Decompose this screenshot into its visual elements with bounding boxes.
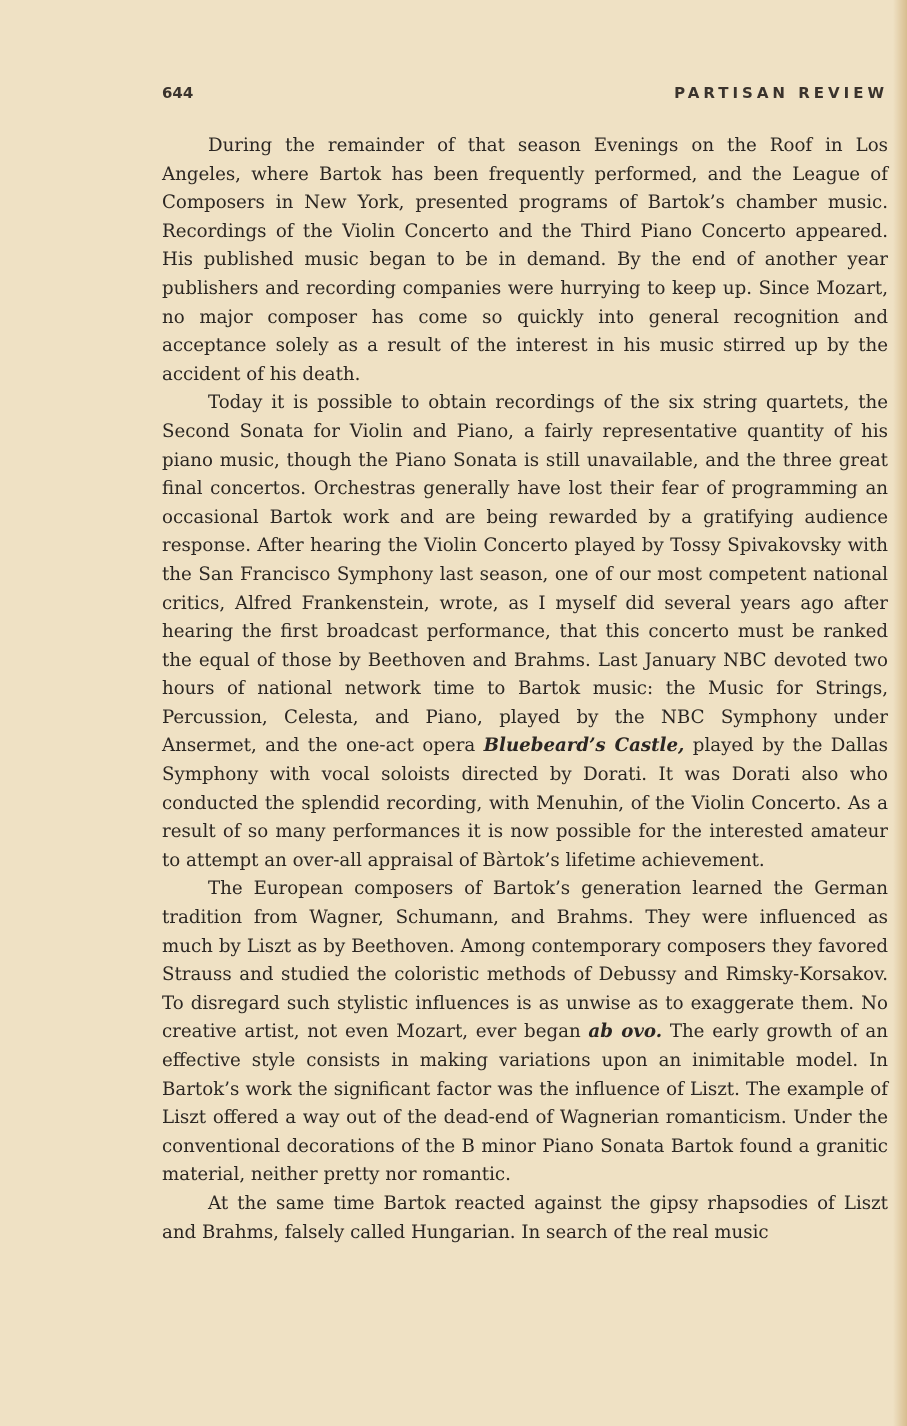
book-page [162, 84, 888, 1247]
paragraph-2-text-a: Today it is possible to obtain recordings of the six string quartets, the Second Sonata for Violin and Piano, a fairly representative quantity of his piano music, though the Piano Sonata is still unavailable, and the three great final concertos. Orchestras generally have lost their fear of programming an occasional Bartok work and are being rewarded by a gratifying audience response. After hearing the Violin Concerto played by Tossy Spivakovsky with the San Francisco Symphony last season, one of our most competent national critics, Alfred Frankenstein, wrote, as I myself did several years ago after hearing the first broadcast performance, that this concerto must be ranked the equal of those by Beethoven and Brahms. Last January NBC devoted two hours of national network time to Bartok music: the Music for Strings, Percussion, Celesta, and Piano, played by the NBC Symphony under Ansermet, and the one-act opera [162, 392, 888, 757]
paragraph-2-text-b: played by the Dallas Symphony with vocal soloists directed by Dorati. It was Dorati also who conducted the splendid recording, with Menuhin, of the Violin Concerto. As a result of so many performances it is now possible for the interested amateur to attempt an over-all appraisal of Bàrtok’s lifetime achievement. [162, 735, 888, 871]
paragraph-4-text: At the same time Bartok reacted against the gipsy rhapsodies of Liszt and Brahms, falsely called Hungarian. In search of the real music [162, 1192, 888, 1243]
paragraph-4 [162, 1190, 888, 1247]
page-edge-shadow [893, 0, 907, 1426]
opera-title-italic: Bluebeard’s Castle, [483, 735, 685, 757]
paragraph-2 [162, 389, 888, 875]
article-body [162, 132, 888, 1247]
paragraph-3-text-a: The European composers of Bartok’s generation learned the German tradition from Wagner, Schumann, and Brahms. They were influenced as much by Liszt as by Beethoven. Among contemporary composers they favored Strauss and studied the coloristic methods of Debussy and Rimsky-Korsakov. To disregard such stylistic influences is as unwise as to exaggerate them. No creative artist, not even Mozart, ever began [162, 878, 888, 1043]
paragraph-3-text-b: The early growth of an effective style consists in making variations upon an inimitable model. In Bartok’s work the significant factor was the influence of Liszt. The example of Liszt offered a way out of the dead-end of Wagnerian romanticism. Under the conventional decorations of the B minor Piano Sonata Bartok found a granitic material, neither pretty nor romantic. [162, 1021, 888, 1186]
latin-phrase-italic: ab ovo. [588, 1021, 663, 1043]
paragraph-3 [162, 875, 888, 1190]
page-number: 644 [162, 84, 194, 102]
paragraph-1 [162, 132, 888, 389]
journal-title: PARTISAN REVIEW [674, 84, 888, 102]
running-head [162, 84, 888, 108]
paragraph-1-text: During the remainder of that season Evenings on the Roof in Los Angeles, where Bartok has been frequently performed, and the League of Composers in New York, presented programs of Bartok’s chamber music. Recordings of the Violin Concerto and the Third Piano Concerto appeared. His published music began to be in demand. By the end of another year publishers and recording companies were hurrying to keep up. Since Mozart, no major composer has come so quickly into general recognition and acceptance solely as a result of the interest in his music stirred up by the accident of his death. [162, 135, 888, 385]
